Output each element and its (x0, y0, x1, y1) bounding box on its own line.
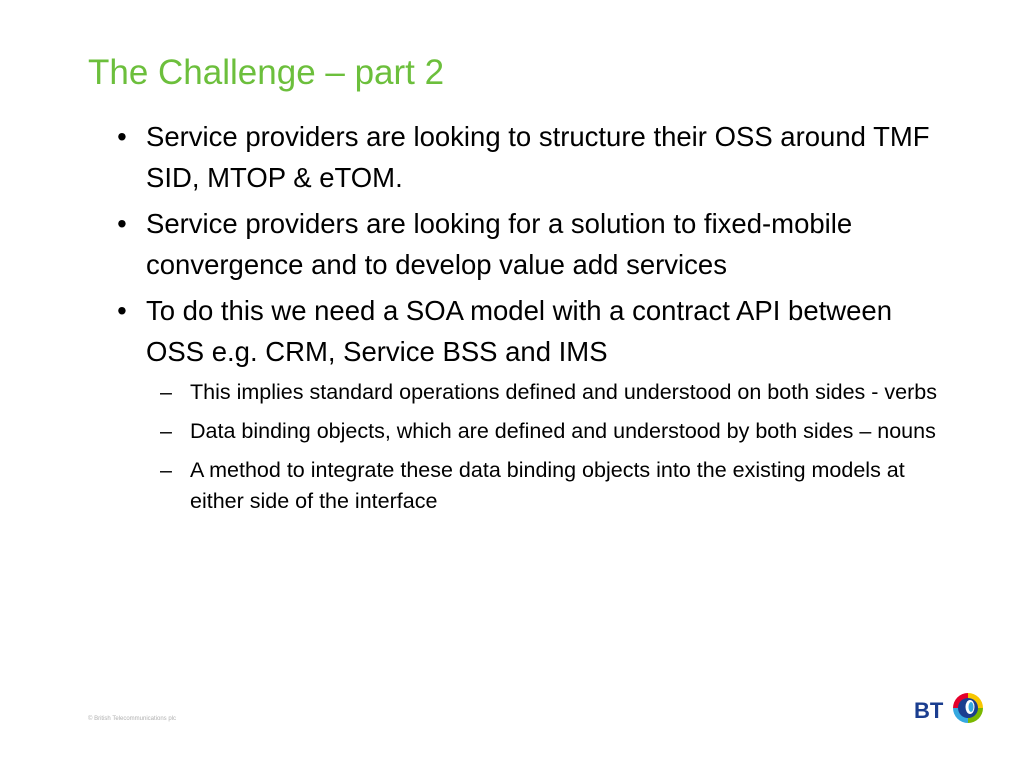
sub-bullet-marker: – (160, 380, 172, 404)
bullet-text: Service providers are looking for a solution to fixed-mobile convergence and to develop value add services (146, 208, 853, 280)
slide-body (112, 116, 942, 525)
sub-bullet-item (156, 455, 942, 517)
bullet-marker: • (117, 121, 127, 152)
bt-piper-logo-icon (914, 688, 990, 728)
slide-title: The Challenge – part 2 (88, 53, 445, 92)
sub-bullet-text: Data binding objects, which are defined and understood by both sides – nouns (190, 419, 936, 443)
sub-bullet-text: This implies standard operations defined and understood on both sides - verbs (190, 380, 937, 404)
bt-wordmark: BT (914, 698, 944, 723)
bullet-item (112, 203, 942, 285)
sub-bullet-text: A method to integrate these data binding objects into the existing models at either side of the interface (190, 458, 905, 513)
bullet-text: To do this we need a SOA model with a contract API between OSS e.g. CRM, Service BSS and IMS (146, 295, 892, 367)
bullet-item (112, 290, 942, 372)
copyright-footer: © British Telecommunications plc (88, 716, 177, 722)
bullet-item (112, 116, 942, 198)
bt-logo (914, 688, 990, 728)
bullet-marker: • (117, 295, 127, 326)
sub-bullet-marker: – (160, 458, 172, 482)
bullet-text: Service providers are looking to structure their OSS around TMF SID, MTOP & eTOM. (146, 121, 930, 193)
bullet-marker: • (117, 208, 127, 239)
sub-bullet-item (156, 377, 942, 408)
sub-bullet-list (156, 377, 942, 517)
piper-globe-icon (953, 693, 983, 723)
sub-bullet-item (156, 416, 942, 447)
sub-bullet-marker: – (160, 419, 172, 443)
